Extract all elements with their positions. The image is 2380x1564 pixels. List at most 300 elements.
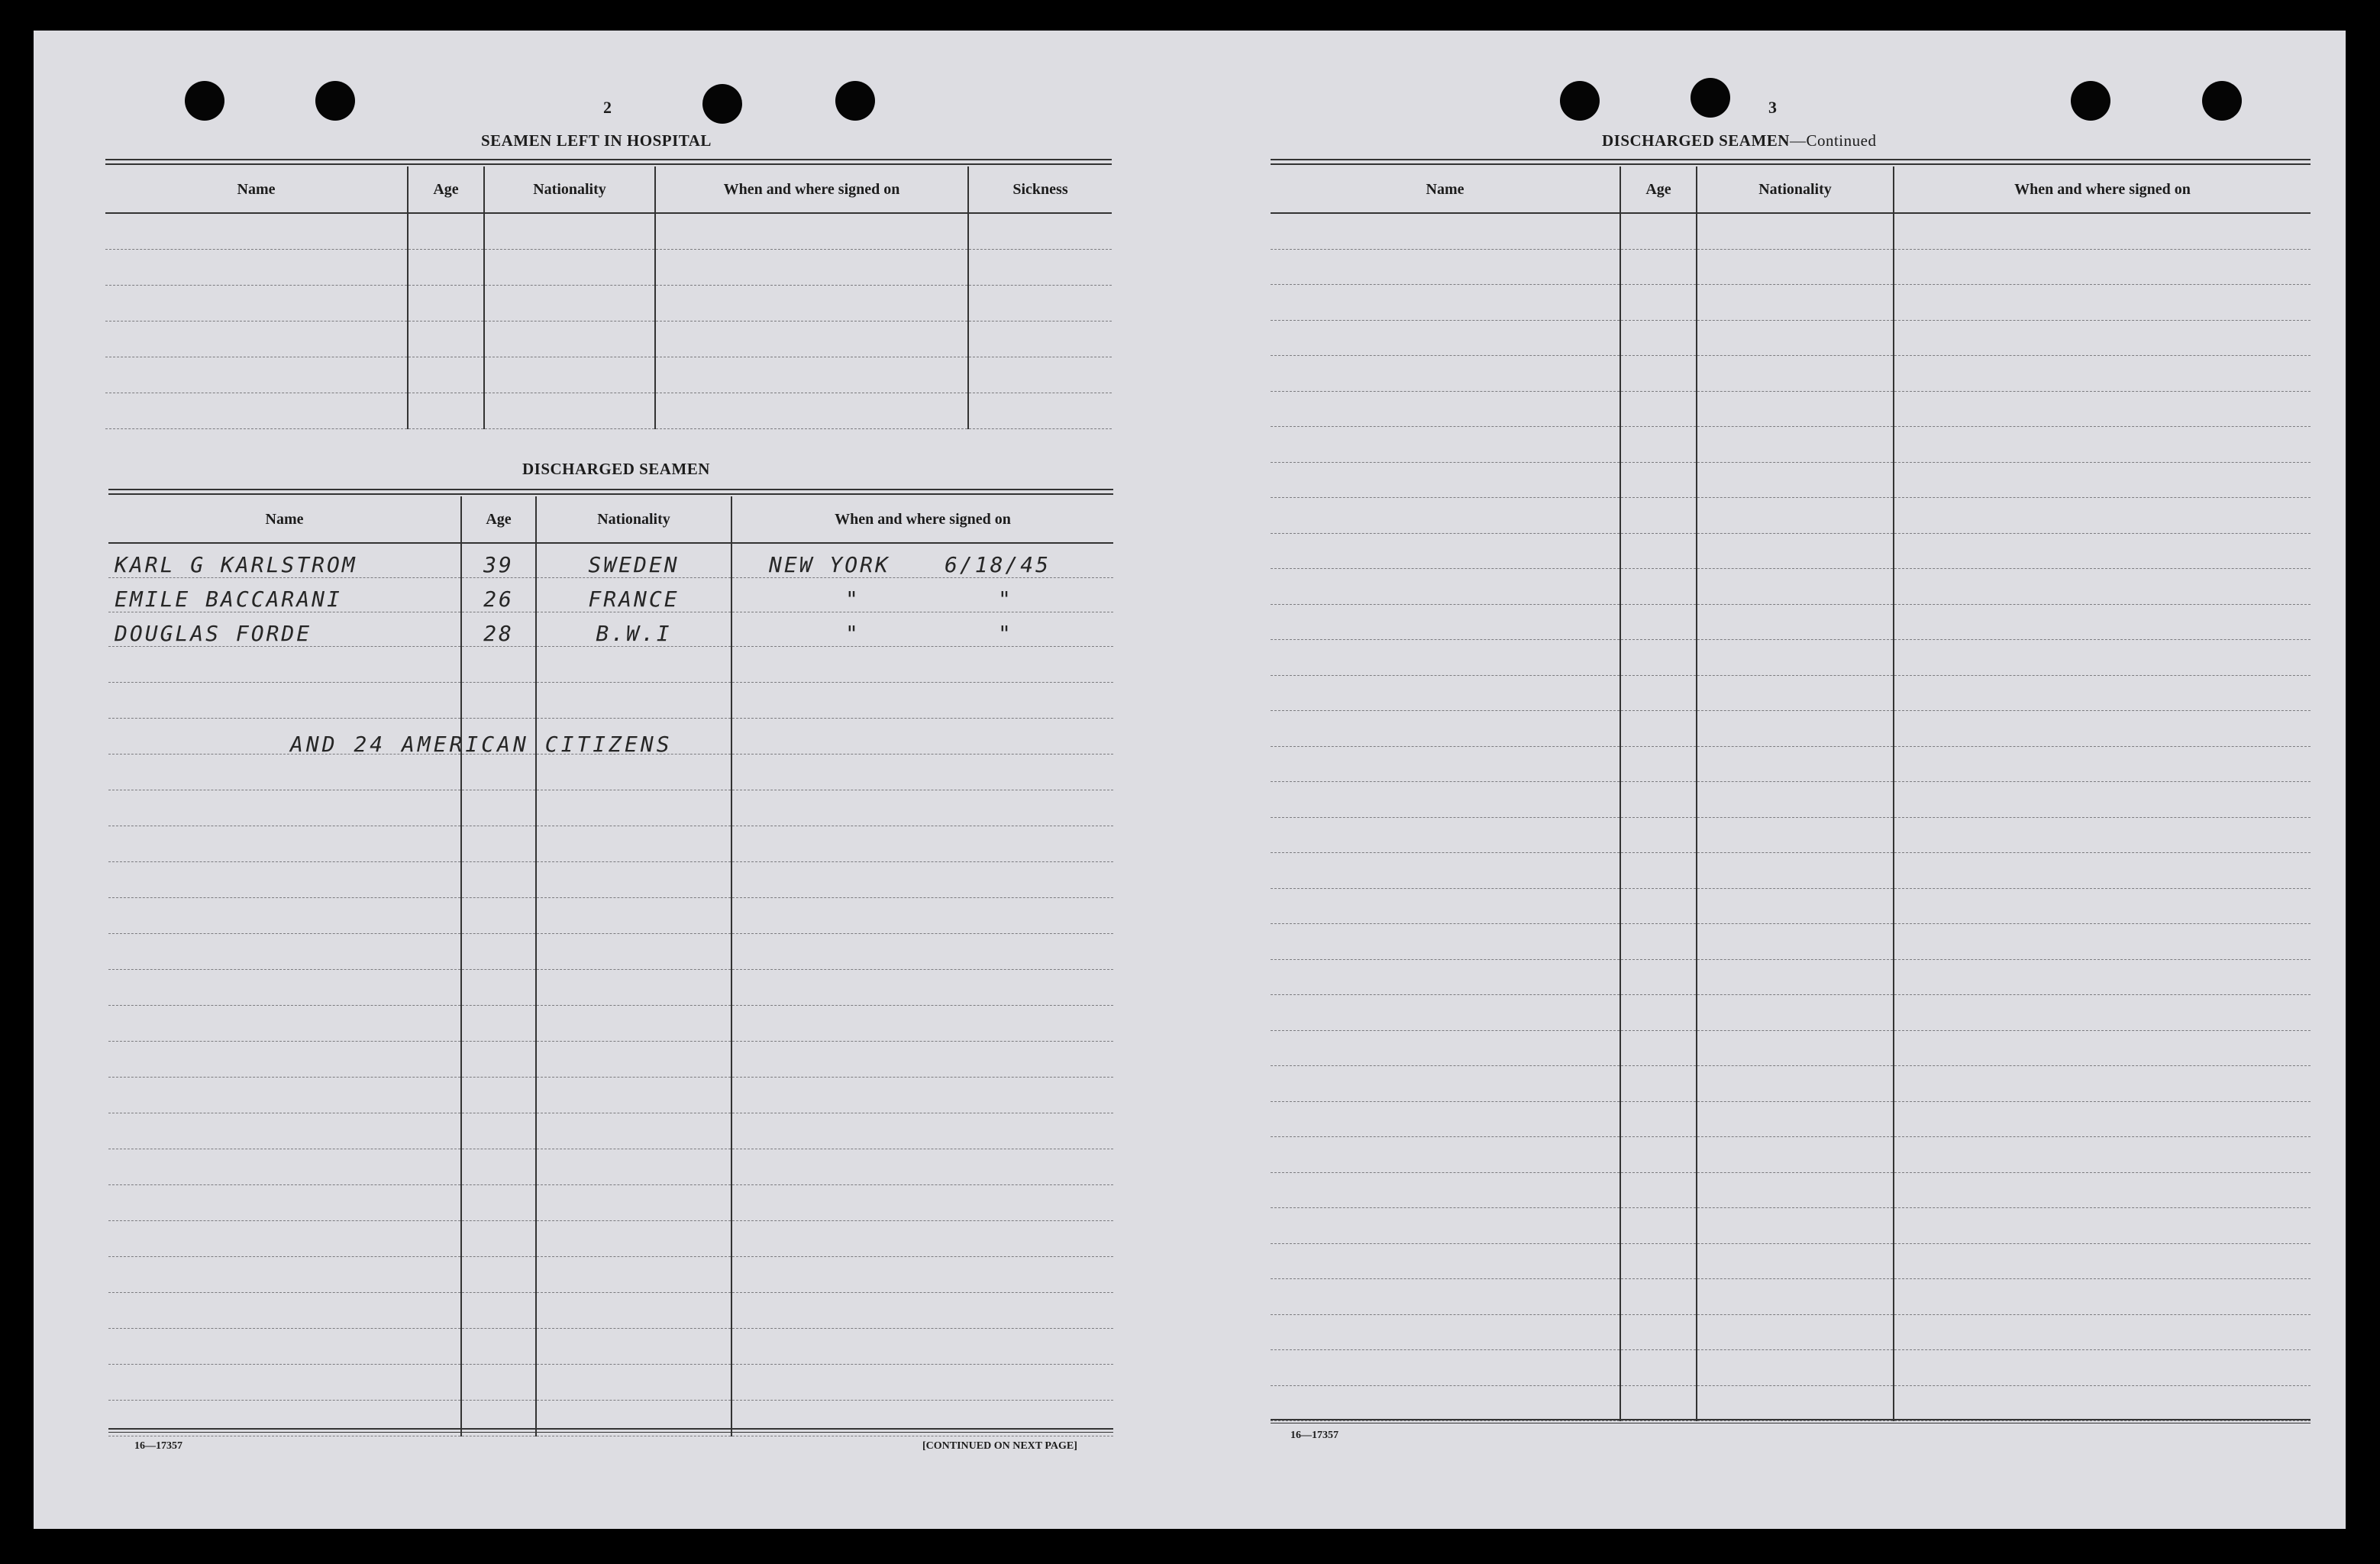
blank-cell [1620, 391, 1697, 427]
signed-on-date: " [998, 586, 1013, 612]
blank-cell [1271, 1243, 1620, 1279]
blank-cell [1620, 1243, 1697, 1279]
table-row [108, 970, 1113, 1006]
blank-cell [461, 1078, 536, 1113]
blank-cell [655, 250, 968, 286]
blank-cell [108, 1042, 461, 1078]
table-row [1271, 1101, 2311, 1137]
table-row [108, 790, 1113, 826]
table-row [1271, 1385, 2311, 1421]
blank-cell [1271, 391, 1620, 427]
blank-cell [1894, 285, 2311, 321]
blank-cell [461, 1329, 536, 1365]
table-row [108, 1006, 1113, 1042]
blank-cell [1894, 675, 2311, 711]
seaman-signed-on [731, 612, 1113, 647]
blank-cell [1894, 1314, 2311, 1350]
blank-cell [1271, 1066, 1620, 1102]
blank-cell [536, 898, 731, 934]
blank-cell [536, 1365, 731, 1401]
blank-cell [1697, 817, 1894, 853]
blank-cell [1894, 320, 2311, 356]
blank-cell [731, 934, 1113, 970]
blank-cell [731, 647, 1113, 683]
table-row [108, 1257, 1113, 1293]
discharged-col-age: Age [461, 496, 536, 543]
table-row [1271, 924, 2311, 960]
table-row [108, 1185, 1113, 1221]
continued-col-age: Age [1620, 166, 1697, 213]
punch-hole-icon [185, 81, 224, 121]
continued-col-name: Name [1271, 166, 1620, 213]
blank-cell [108, 826, 461, 862]
blank-cell [1271, 213, 1620, 249]
blank-cell [536, 1149, 731, 1185]
blank-cell [1697, 1243, 1894, 1279]
blank-cell [536, 862, 731, 898]
blank-cell [408, 250, 484, 286]
blank-cell [1894, 604, 2311, 640]
blank-cell [536, 1221, 731, 1257]
blank-cell [1271, 1350, 1620, 1386]
blank-cell [1620, 1172, 1697, 1208]
blank-cell [1271, 427, 1620, 463]
blank-cell [1894, 959, 2311, 995]
discharged-col-nationality: Nationality [536, 496, 731, 543]
hospital-section-title: SEAMEN LEFT IN HOSPITAL [481, 131, 712, 150]
blank-cell [731, 970, 1113, 1006]
blank-cell [536, 1293, 731, 1329]
table-row [108, 1329, 1113, 1365]
table-row [108, 862, 1113, 898]
blank-cell [536, 1113, 731, 1149]
blank-cell [1894, 782, 2311, 818]
blank-cell [108, 862, 461, 898]
blank-cell [536, 1042, 731, 1078]
blank-cell [1697, 995, 1894, 1031]
blank-cell [484, 250, 655, 286]
table-row [105, 322, 1112, 357]
continued-note: [CONTINUED ON NEXT PAGE] [922, 1440, 1077, 1452]
form-number-left: 16—17357 [134, 1440, 182, 1452]
blank-cell [536, 683, 731, 719]
hospital-table-top-rule [105, 159, 1112, 165]
blank-cell [1271, 462, 1620, 498]
signed-on-place: " [845, 621, 861, 646]
blank-cell [1620, 320, 1697, 356]
blank-cell [1697, 462, 1894, 498]
table-row [1271, 995, 2311, 1031]
blank-cell [536, 790, 731, 826]
blank-cell [484, 393, 655, 429]
discharged-col-signed-on: When and where signed on [731, 496, 1113, 543]
blank-cell [408, 322, 484, 357]
blank-cell [1271, 285, 1620, 321]
table-row [108, 1149, 1113, 1185]
blank-cell [105, 286, 408, 322]
blank-cell [1620, 427, 1697, 463]
blank-cell [1271, 1137, 1620, 1173]
seaman-age: 26 [461, 578, 536, 612]
blank-cell [1697, 1279, 1894, 1315]
blank-cell [1271, 604, 1620, 640]
blank-cell [1620, 462, 1697, 498]
blank-cell [1697, 1208, 1894, 1244]
blank-cell [108, 790, 461, 826]
blank-cell [1620, 1385, 1697, 1421]
blank-cell [731, 1149, 1113, 1185]
blank-cell [1697, 249, 1894, 285]
blank-cell [536, 1329, 731, 1365]
discharged-table-top-rule [108, 489, 1113, 495]
blank-cell [655, 322, 968, 357]
blank-cell [1894, 462, 2311, 498]
blank-cell [655, 286, 968, 322]
seaman-name: DOUGLAS FORDE [108, 612, 461, 647]
blank-cell [1697, 391, 1894, 427]
blank-cell [1620, 640, 1697, 676]
blank-cell [1697, 356, 1894, 392]
signed-on-date: 6/18/45 [945, 552, 1051, 577]
blank-cell [731, 719, 1113, 755]
punch-hole-icon [2202, 81, 2242, 121]
blank-cell [461, 1042, 536, 1078]
blank-cell [1697, 888, 1894, 924]
blank-cell [731, 1329, 1113, 1365]
blank-cell [1894, 1101, 2311, 1137]
discharged-continued-title [1602, 131, 1876, 150]
blank-cell [1697, 213, 1894, 249]
blank-cell [1894, 995, 2311, 1031]
blank-cell [1697, 604, 1894, 640]
hospital-col-signed-on: When and where signed on [655, 166, 968, 213]
table-row [1271, 675, 2311, 711]
blank-cell [655, 393, 968, 429]
blank-cell [1697, 1385, 1894, 1421]
table-row [108, 683, 1113, 719]
blank-cell [108, 683, 461, 719]
blank-cell [1620, 604, 1697, 640]
blank-cell [1894, 427, 2311, 463]
table-row [108, 1113, 1113, 1149]
punch-hole-icon [315, 81, 355, 121]
blank-cell [731, 790, 1113, 826]
blank-cell [1271, 817, 1620, 853]
blank-cell [1620, 782, 1697, 818]
seaman-name: EMILE BACCARANI [108, 578, 461, 612]
blank-cell [108, 1113, 461, 1149]
blank-cell [1271, 249, 1620, 285]
blank-cell [1697, 1350, 1894, 1386]
blank-cell [1620, 1137, 1697, 1173]
blank-cell [655, 213, 968, 250]
blank-cell [1697, 924, 1894, 960]
table-row [105, 286, 1112, 322]
punch-hole-icon [1691, 78, 1730, 118]
discharged-continued-title-main: DISCHARGED SEAMEN [1602, 131, 1790, 150]
table-row [1271, 427, 2311, 463]
blank-cell [1894, 498, 2311, 534]
blank-cell [1271, 888, 1620, 924]
blank-cell [105, 213, 408, 250]
blank-cell [1620, 1066, 1697, 1102]
blank-cell [461, 790, 536, 826]
blank-cell [108, 755, 461, 790]
blank-cell [1271, 959, 1620, 995]
blank-cell [1620, 1279, 1697, 1315]
blank-cell [1271, 569, 1620, 605]
blank-cell [731, 898, 1113, 934]
table-row [1271, 746, 2311, 782]
blank-cell [1271, 1172, 1620, 1208]
blank-cell [536, 1257, 731, 1293]
blank-cell [108, 1149, 461, 1185]
blank-cell [536, 826, 731, 862]
blank-cell [1620, 746, 1697, 782]
blank-cell [536, 970, 731, 1006]
blank-cell [108, 1365, 461, 1401]
blank-cell [536, 1185, 731, 1221]
discharged-continued-table [1271, 166, 2311, 1421]
table-row [1271, 569, 2311, 605]
blank-cell [731, 1221, 1113, 1257]
blank-cell [1894, 533, 2311, 569]
discharged-col-name: Name [108, 496, 461, 543]
blank-cell [968, 250, 1112, 286]
blank-cell [1271, 746, 1620, 782]
table-row [1271, 462, 2311, 498]
blank-cell [1894, 853, 2311, 889]
blank-cell [461, 1149, 536, 1185]
blank-cell [1620, 959, 1697, 995]
blank-cell [1620, 711, 1697, 747]
blank-cell [1697, 853, 1894, 889]
blank-cell [731, 1078, 1113, 1113]
blank-cell [1697, 782, 1894, 818]
right-page-bottom-rule [1271, 1419, 2311, 1423]
blank-cell [1620, 1030, 1697, 1066]
table-row [1271, 853, 2311, 889]
blank-cell [1620, 498, 1697, 534]
table-row [108, 612, 1113, 647]
table-row [1271, 1172, 2311, 1208]
table-row [108, 1221, 1113, 1257]
blank-cell [1894, 249, 2311, 285]
blank-cell [536, 647, 731, 683]
blank-cell [731, 1365, 1113, 1401]
blank-cell [1271, 782, 1620, 818]
blank-cell [1697, 498, 1894, 534]
blank-cell [1894, 924, 2311, 960]
blank-cell [408, 286, 484, 322]
form-number-right: 16—17357 [1290, 1430, 1339, 1441]
blank-cell [1697, 1030, 1894, 1066]
left-page-bottom-rule [108, 1428, 1113, 1433]
blank-cell [1697, 1172, 1894, 1208]
hospital-col-age: Age [408, 166, 484, 213]
table-row [1271, 817, 2311, 853]
punch-hole-icon [702, 84, 742, 124]
blank-cell [1894, 1137, 2311, 1173]
blank-cell [108, 970, 461, 1006]
table-row [108, 1078, 1113, 1113]
blank-cell [1620, 1101, 1697, 1137]
table-row [108, 898, 1113, 934]
blank-cell [1894, 1243, 2311, 1279]
blank-cell [1697, 427, 1894, 463]
blank-cell [461, 862, 536, 898]
blank-cell [461, 898, 536, 934]
seaman-nationality: FRANCE [536, 578, 731, 612]
blank-cell [1620, 995, 1697, 1031]
right-table-top-rule [1271, 159, 2311, 165]
blank-cell [1894, 817, 2311, 853]
seaman-signed-on [731, 578, 1113, 612]
document-sheet [34, 31, 2346, 1529]
blank-cell [1620, 1314, 1697, 1350]
table-row [108, 826, 1113, 862]
blank-cell [1620, 356, 1697, 392]
table-row [1271, 356, 2311, 392]
blank-cell [731, 1185, 1113, 1221]
blank-cell [655, 357, 968, 393]
blank-cell [484, 357, 655, 393]
blank-cell [1271, 675, 1620, 711]
table-row [1271, 285, 2311, 321]
punch-hole-icon [1560, 81, 1600, 121]
blank-cell [1271, 1279, 1620, 1315]
hospital-col-nationality: Nationality [484, 166, 655, 213]
blank-cell [1620, 285, 1697, 321]
blank-cell [1894, 711, 2311, 747]
blank-cell [1271, 1030, 1620, 1066]
blank-cell [1894, 640, 2311, 676]
blank-cell [408, 213, 484, 250]
blank-cell [461, 1185, 536, 1221]
discharged-section-title: DISCHARGED SEAMEN [522, 460, 710, 478]
table-row [1271, 391, 2311, 427]
blank-cell [484, 286, 655, 322]
blank-cell [1894, 213, 2311, 249]
blank-cell [1697, 711, 1894, 747]
table-row [1271, 498, 2311, 534]
blank-cell [968, 286, 1112, 322]
blank-cell [108, 1221, 461, 1257]
blank-cell [484, 322, 655, 357]
seaman-age: 39 [461, 543, 536, 578]
seaman-nationality: SWEDEN [536, 543, 731, 578]
table-row [1271, 320, 2311, 356]
blank-cell [1697, 640, 1894, 676]
blank-cell [968, 357, 1112, 393]
blank-cell [461, 934, 536, 970]
blank-cell [461, 826, 536, 862]
blank-cell [108, 1293, 461, 1329]
blank-cell [484, 213, 655, 250]
blank-cell [1697, 1101, 1894, 1137]
page-number-right: 3 [1768, 98, 1777, 117]
table-row [1271, 640, 2311, 676]
blank-cell [1894, 1385, 2311, 1421]
table-row [108, 934, 1113, 970]
blank-cell [1697, 320, 1894, 356]
blank-cell [1894, 1350, 2311, 1386]
blank-cell [731, 1113, 1113, 1149]
table-row [105, 357, 1112, 393]
blank-cell [731, 1293, 1113, 1329]
seaman-name: KARL G KARLSTROM [108, 543, 461, 578]
table-row [1271, 1137, 2311, 1173]
blank-cell [1697, 569, 1894, 605]
blank-cell [108, 1078, 461, 1113]
blank-cell [1271, 924, 1620, 960]
blank-cell [968, 322, 1112, 357]
blank-cell [461, 683, 536, 719]
blank-cell [1697, 1137, 1894, 1173]
table-row [108, 1293, 1113, 1329]
table-row [1271, 711, 2311, 747]
blank-cell [1271, 1101, 1620, 1137]
blank-cell [1697, 959, 1894, 995]
blank-cell [731, 826, 1113, 862]
blank-cell [1697, 1066, 1894, 1102]
blank-cell [1271, 853, 1620, 889]
blank-cell [536, 1006, 731, 1042]
table-row [1271, 533, 2311, 569]
table-row [108, 543, 1113, 578]
blank-cell [461, 1221, 536, 1257]
discharged-continued-suffix: —Continued [1789, 131, 1877, 150]
blank-cell [968, 393, 1112, 429]
blank-cell [461, 1365, 536, 1401]
blank-cell [536, 934, 731, 970]
blank-cell [731, 683, 1113, 719]
blank-cell [1697, 533, 1894, 569]
blank-cell [461, 970, 536, 1006]
blank-cell [968, 213, 1112, 250]
blank-cell [731, 1257, 1113, 1293]
blank-cell [108, 1257, 461, 1293]
blank-cell [1894, 569, 2311, 605]
blank-cell [1894, 1279, 2311, 1315]
table-row [1271, 1208, 2311, 1244]
blank-cell [408, 357, 484, 393]
discharged-table [108, 496, 1113, 1436]
blank-cell [1620, 533, 1697, 569]
continued-col-signed-on: When and where signed on [1894, 166, 2311, 213]
blank-cell [1620, 853, 1697, 889]
hospital-table [105, 166, 1112, 429]
blank-cell [1271, 1385, 1620, 1421]
table-row [105, 213, 1112, 250]
blank-cell [731, 862, 1113, 898]
discharged-continued-body [1271, 213, 2311, 1421]
blank-cell [105, 357, 408, 393]
blank-cell [105, 322, 408, 357]
blank-cell [1894, 1030, 2311, 1066]
table-row [108, 647, 1113, 683]
blank-cell [1894, 1172, 2311, 1208]
table-row [1271, 782, 2311, 818]
blank-cell [1620, 249, 1697, 285]
blank-cell [461, 1006, 536, 1042]
table-row [108, 1042, 1113, 1078]
blank-cell [1697, 1314, 1894, 1350]
table-row [1271, 1350, 2311, 1386]
table-row [1271, 1243, 2311, 1279]
blank-cell [731, 1006, 1113, 1042]
seaman-signed-on [731, 543, 1113, 578]
